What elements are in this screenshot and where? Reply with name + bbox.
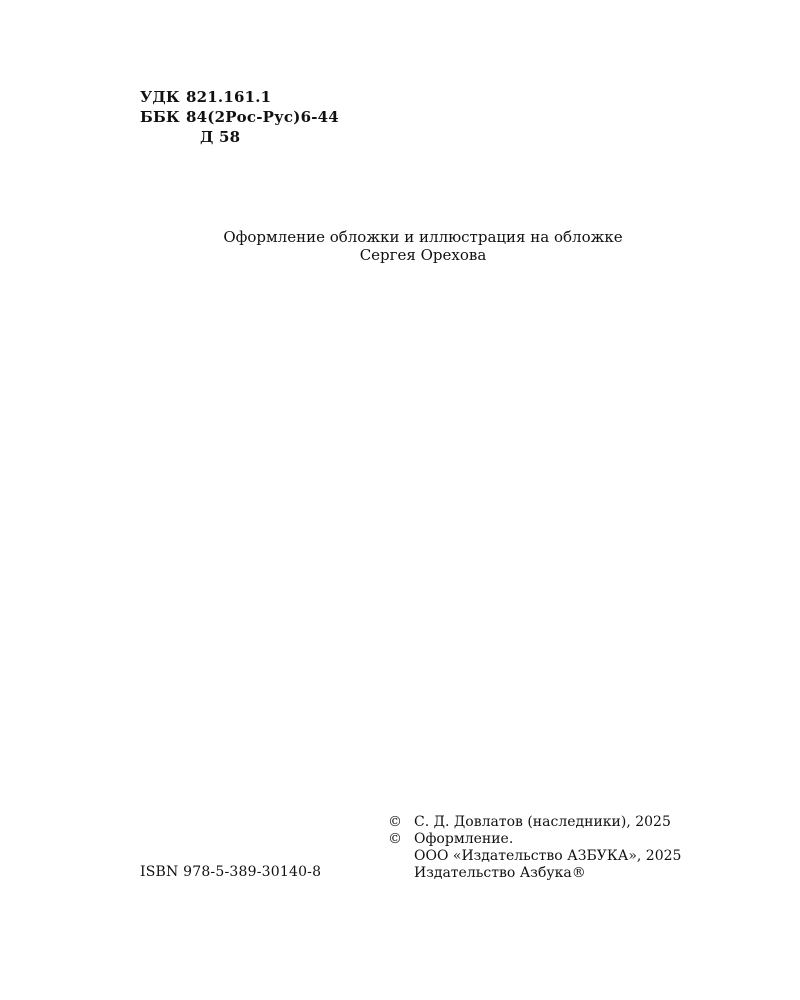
bbk-value: 84(2Рос-Рус)6-44 xyxy=(186,108,339,126)
copyright-line3: ООО «Издательство АЗБУКА», 2025 xyxy=(414,848,682,864)
bbk-label: ББК xyxy=(140,108,180,126)
copyright-line4: Издательство Азбука® xyxy=(414,865,586,881)
bbk-line xyxy=(140,107,339,127)
udk-line xyxy=(140,87,271,107)
udk-label: УДК xyxy=(140,88,180,106)
copyright-block xyxy=(388,814,681,882)
isbn: ISBN 978-5-389-30140-8 xyxy=(140,864,322,880)
copyright-line2: Оформление. xyxy=(414,831,514,847)
copyright-symbol-1: © xyxy=(388,814,402,830)
copyright-row-1 xyxy=(388,814,681,831)
copyright-row-2 xyxy=(388,831,681,848)
copyright-line1: С. Д. Довлатов (наследники), 2025 xyxy=(414,814,671,830)
copyright-symbol-2: © xyxy=(388,831,402,847)
cover-credit-line2: Сергея Орехова xyxy=(359,246,487,264)
udk-value: 821.161.1 xyxy=(186,88,272,106)
author-mark: Д 58 xyxy=(200,128,241,146)
cover-credit-line1: Оформление обложки и иллюстрация на обложке xyxy=(223,228,623,246)
